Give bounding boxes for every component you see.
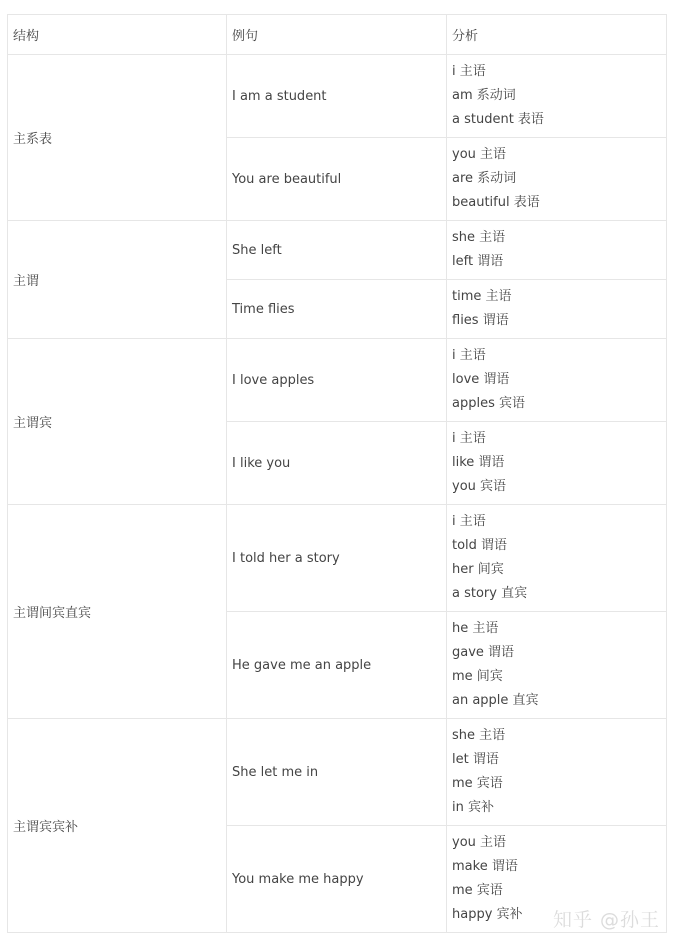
analysis-line: me 宾语 (452, 883, 503, 898)
example-cell: She left (227, 221, 447, 280)
analysis-line: let 谓语 (452, 752, 499, 767)
analysis-line: i 主语 (452, 514, 486, 529)
analysis-line: happy 宾补 (452, 907, 523, 922)
structure-cell: 主谓宾宾补 (8, 719, 227, 933)
analysis-line: you 主语 (452, 147, 507, 162)
analysis-line: a story 直宾 (452, 586, 528, 601)
example-cell: Time flies (227, 280, 447, 339)
analysis-line: he 主语 (452, 621, 499, 636)
analysis-line: i 主语 (452, 348, 486, 363)
table-row (8, 55, 667, 138)
structure-cell: 主系表 (8, 55, 227, 221)
header-analysis: 分析 (447, 15, 667, 55)
analysis-cell (447, 138, 667, 221)
analysis-cell (447, 280, 667, 339)
analysis-line: am 系动词 (452, 88, 516, 103)
analysis-line: gave 谓语 (452, 645, 515, 660)
analysis-line: a student 表语 (452, 112, 544, 127)
analysis-line: an apple 直宾 (452, 693, 539, 708)
example-cell: I love apples (227, 339, 447, 422)
analysis-cell (447, 719, 667, 826)
example-cell: I like you (227, 422, 447, 505)
analysis-cell (447, 339, 667, 422)
analysis-line: me 间宾 (452, 669, 503, 684)
analysis-line: like 谓语 (452, 455, 505, 470)
grammar-table (7, 14, 667, 933)
analysis-line: you 宾语 (452, 479, 507, 494)
table-row (8, 505, 667, 612)
table-row (8, 719, 667, 826)
analysis-cell (447, 55, 667, 138)
table-row (8, 339, 667, 422)
analysis-line: her 间宾 (452, 562, 504, 577)
analysis-cell (447, 505, 667, 612)
watermark: 知乎 @孙王 (553, 909, 661, 931)
analysis-line: i 主语 (452, 64, 486, 79)
analysis-cell (447, 221, 667, 280)
example-cell: He gave me an apple (227, 612, 447, 719)
example-cell: You make me happy (227, 826, 447, 933)
analysis-line: are 系动词 (452, 171, 517, 186)
analysis-cell (447, 422, 667, 505)
analysis-cell (447, 612, 667, 719)
analysis-line: beautiful 表语 (452, 195, 540, 210)
example-cell: I am a student (227, 55, 447, 138)
analysis-line: make 谓语 (452, 859, 518, 874)
example-cell: I told her a story (227, 505, 447, 612)
table-row (8, 221, 667, 280)
analysis-line: love 谓语 (452, 372, 510, 387)
example-cell: You are beautiful (227, 138, 447, 221)
analysis-line: you 主语 (452, 835, 507, 850)
analysis-line: apples 宾语 (452, 396, 525, 411)
analysis-line: told 谓语 (452, 538, 508, 553)
structure-cell: 主谓宾 (8, 339, 227, 505)
analysis-line: i 主语 (452, 431, 486, 446)
analysis-line: she 主语 (452, 728, 506, 743)
header-structure: 结构 (8, 15, 227, 55)
analysis-line: flies 谓语 (452, 313, 509, 328)
analysis-line: left 谓语 (452, 254, 504, 269)
header-row (8, 15, 667, 55)
analysis-line: time 主语 (452, 289, 512, 304)
analysis-line: in 宾补 (452, 800, 494, 815)
analysis-line: me 宾语 (452, 776, 503, 791)
structure-cell: 主谓间宾直宾 (8, 505, 227, 719)
header-example: 例句 (227, 15, 447, 55)
analysis-line: she 主语 (452, 230, 506, 245)
structure-cell: 主谓 (8, 221, 227, 339)
example-cell: She let me in (227, 719, 447, 826)
